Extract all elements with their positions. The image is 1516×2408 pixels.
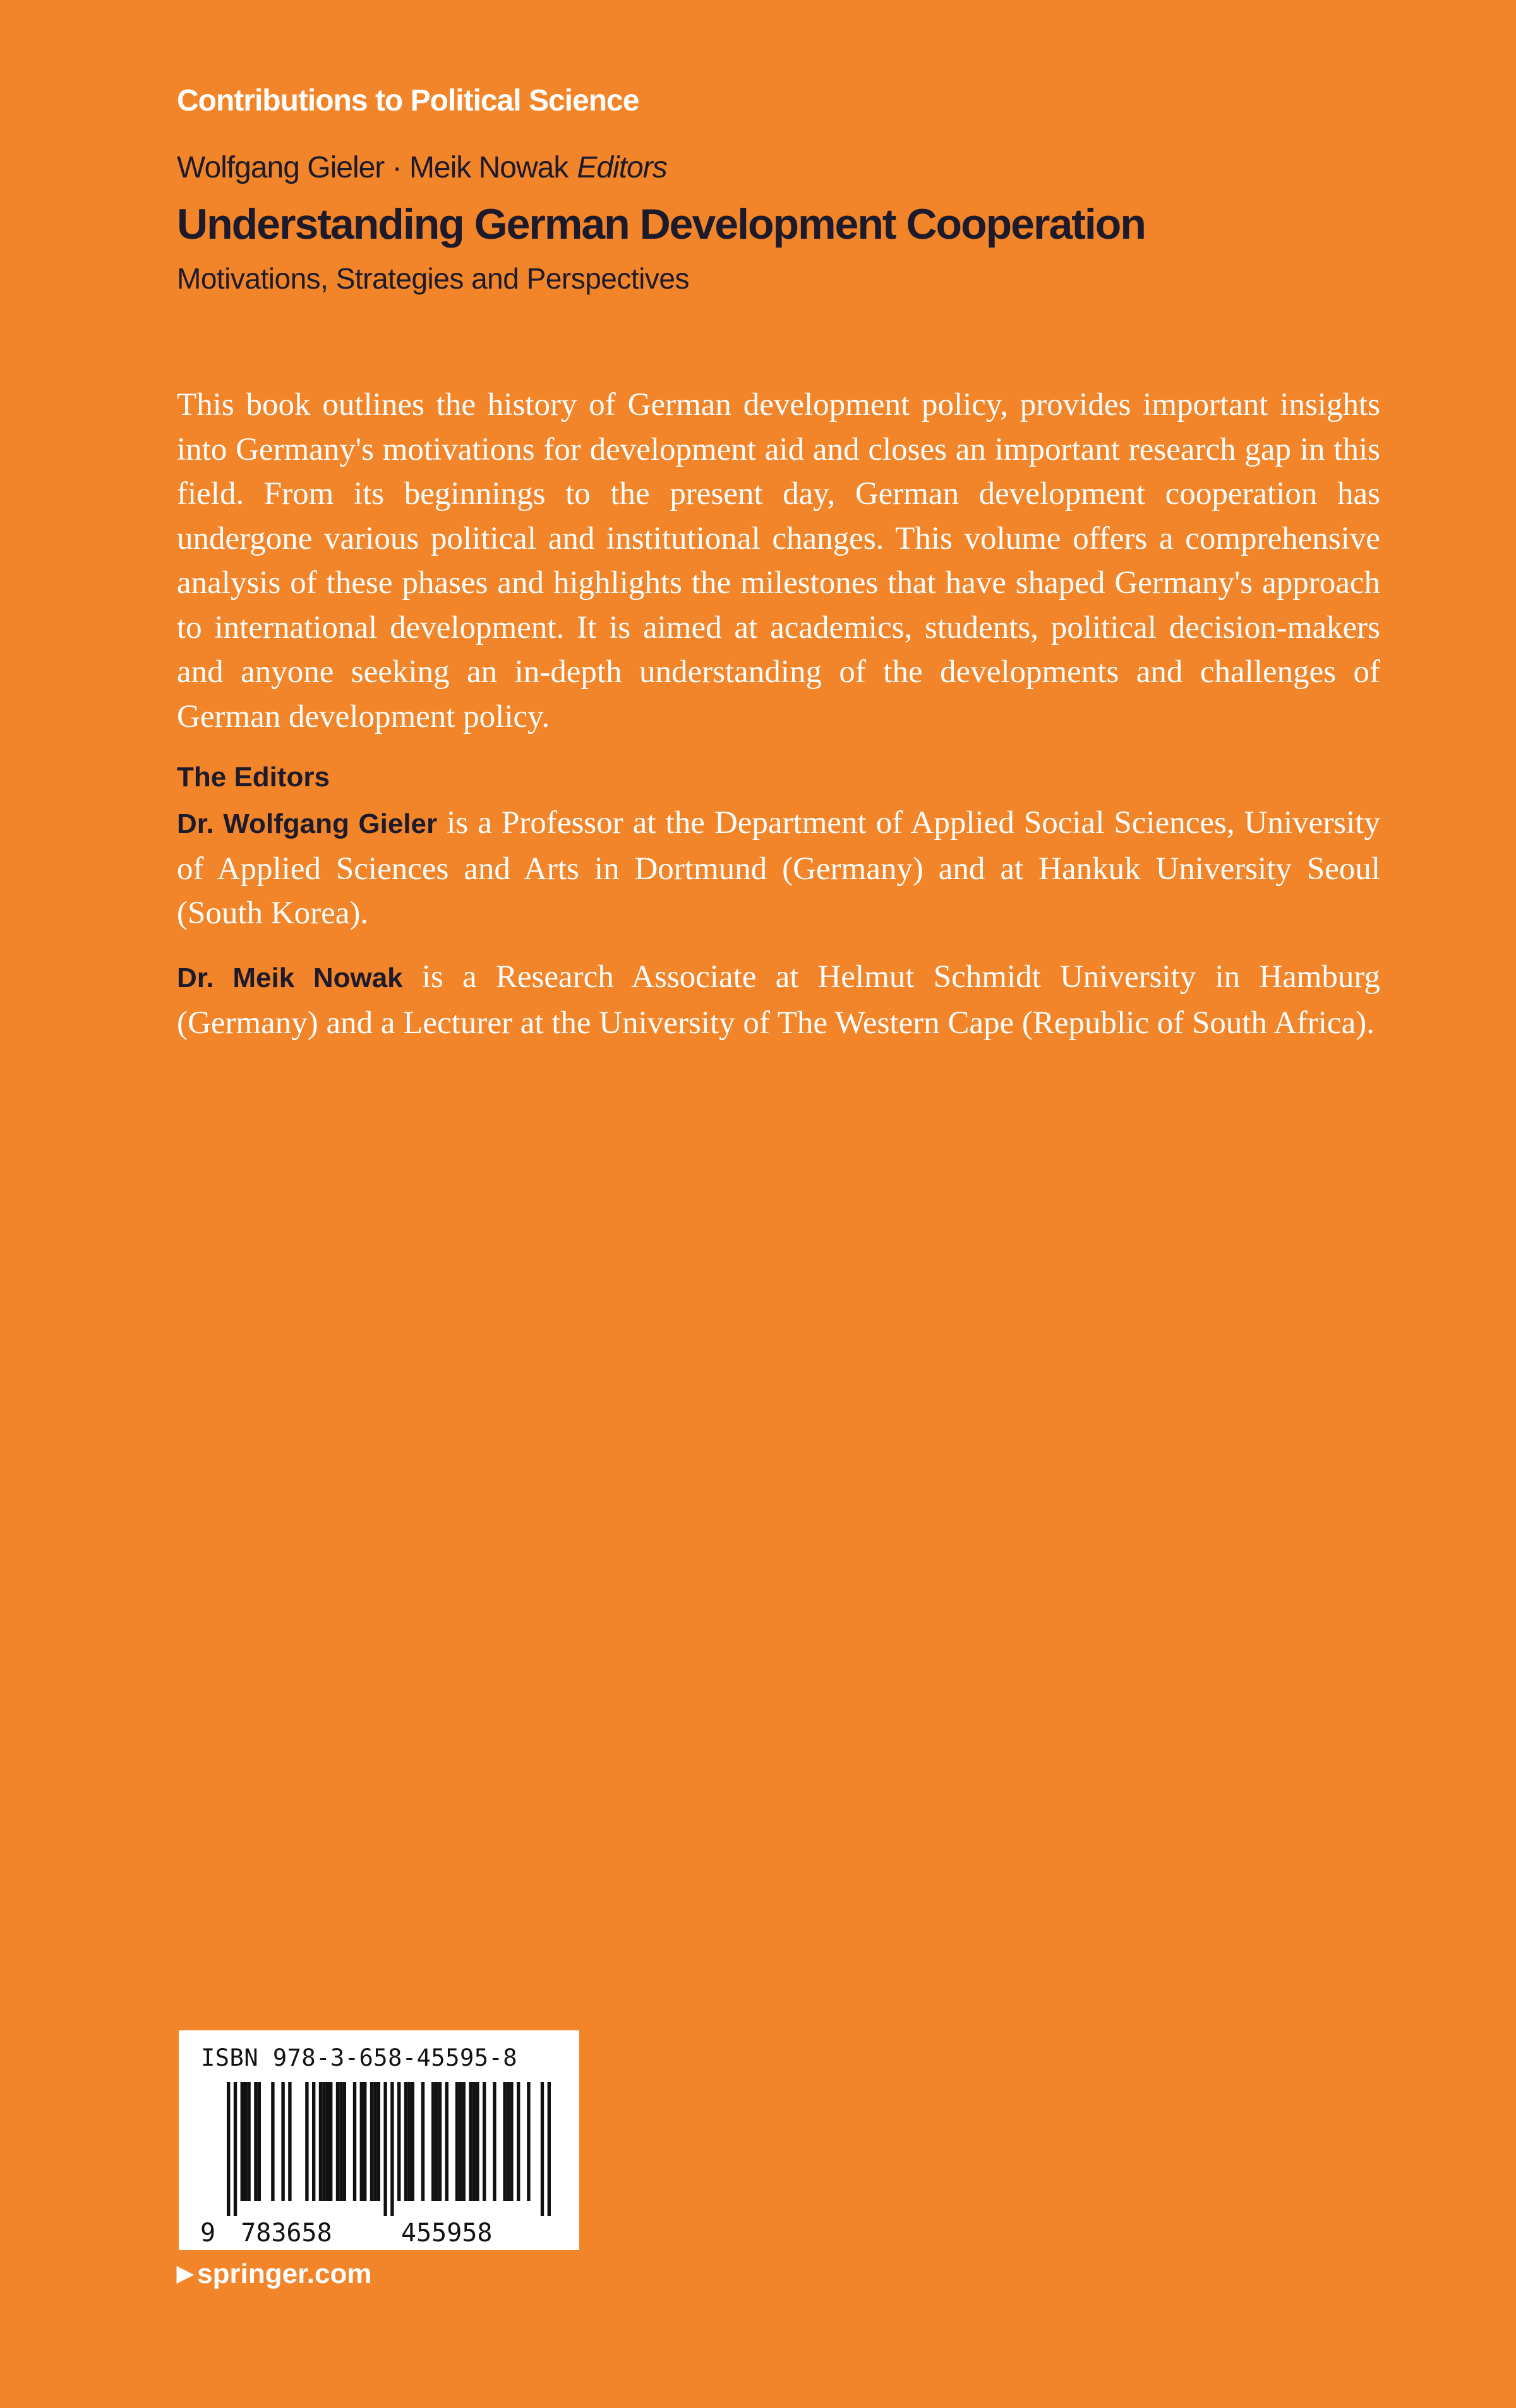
editors-heading: The Editors <box>177 762 330 793</box>
barcode-bar <box>472 2082 476 2201</box>
barcode-bar <box>476 2082 479 2201</box>
barcode-bar <box>407 2082 411 2201</box>
barcode-bar <box>431 2082 435 2201</box>
barcode-bar <box>527 2082 530 2201</box>
barcode-digits: 783658 <box>241 2219 332 2246</box>
barcode-bar <box>326 2082 329 2201</box>
barcode-bar <box>258 2082 261 2201</box>
barcode-bar <box>377 2082 380 2201</box>
editors-line <box>177 150 667 185</box>
barcode-bar <box>244 2082 247 2201</box>
barcode-bar <box>421 2082 424 2201</box>
barcode-bar <box>383 2082 387 2216</box>
barcode-bar <box>319 2082 322 2201</box>
barcode-bar <box>343 2082 346 2201</box>
editor-bio-gieler <box>177 801 1380 936</box>
barcode-bar <box>438 2082 442 2201</box>
barcode-bar <box>370 2082 373 2201</box>
barcode-bar <box>397 2082 400 2201</box>
editor-name-gieler: Dr. Wolfgang Gieler <box>177 808 438 839</box>
barcode-bar <box>548 2082 551 2216</box>
barcode-bar <box>510 2082 513 2201</box>
barcode-bar <box>411 2082 414 2201</box>
barcode-bar <box>503 2082 506 2201</box>
series-name: Contributions to Political Science <box>177 84 639 117</box>
barcode-bar <box>329 2082 332 2201</box>
barcode-bar <box>462 2082 466 2201</box>
isbn-barcode-box <box>179 2030 579 2250</box>
publisher-link-text: springer.com <box>197 2258 372 2289</box>
barcode-bar <box>339 2082 342 2201</box>
barcode-bar <box>322 2082 325 2201</box>
editor-bio-text-gieler: is a Professor at the Department of Applied Social Sciences, University of Applied Sciences and Arts in Dortmund (Germany) and at Hankuk University Seoul (South Korea). <box>177 805 1380 931</box>
barcode-digits: 9 <box>200 2219 216 2246</box>
barcode-bar <box>459 2082 462 2201</box>
barcode-bar <box>373 2082 376 2201</box>
editors-role: Editors <box>577 151 667 184</box>
barcode-bar <box>507 2082 510 2201</box>
isbn-label: ISBN 978-3-658-45595-8 <box>201 2044 518 2071</box>
play-triangle-icon: ▶ <box>177 2261 194 2285</box>
barcode-bar <box>353 2082 356 2201</box>
barcode-bar <box>483 2082 486 2201</box>
barcode-bar <box>469 2082 472 2201</box>
barcode-bar <box>227 2082 230 2216</box>
barcode-bar <box>241 2082 244 2201</box>
publisher-link[interactable] <box>177 2258 371 2290</box>
book-title: Understanding German Development Cooperation <box>177 200 1145 248</box>
editor-names: Wolfgang Gieler · Meik Nowak <box>177 151 568 184</box>
barcode-bar <box>312 2082 315 2201</box>
barcode-bar <box>247 2082 250 2201</box>
barcode-bar <box>363 2082 366 2201</box>
barcode-bar <box>435 2082 438 2201</box>
barcode-bar <box>271 2082 274 2201</box>
editor-name-nowak: Dr. Meik Nowak <box>177 962 403 993</box>
barcode-bar <box>493 2082 496 2201</box>
barcode-bar <box>281 2082 284 2201</box>
barcode-bar <box>390 2082 394 2216</box>
barcode-digits: 455958 <box>401 2219 493 2246</box>
barcode-icon <box>191 2082 567 2246</box>
barcode-bar <box>455 2082 459 2201</box>
book-blurb: This book outlines the history of German development policy, provides important insights into Germany's motivations for development aid and closes an important research gap in this field. From its beginnings to the present day, German development cooperation has undergone various political and institutional changes. This volume offers a comprehensive analysis of these phases and highlights the milestones that have shaped Germany's approach to international development. It is aimed at academics, students, political decision-makers and anyone seeking an in-depth understanding of the developments and challenges of German development policy. <box>177 387 1380 734</box>
barcode-bar <box>404 2082 407 2201</box>
barcode-bar <box>541 2082 544 2216</box>
barcode-bar <box>336 2082 339 2201</box>
barcode-bar <box>288 2082 291 2201</box>
editor-bio-text-nowak: is a Research Associate at Helmut Schmidt University in Hamburg (Germany) and a Lecturer at the University of The Western Cape (Republic of South Africa). <box>177 959 1380 1041</box>
barcode-bar <box>305 2082 308 2201</box>
barcode-bar <box>234 2082 237 2216</box>
barcode-bar <box>517 2082 520 2201</box>
book-subtitle: Motivations, Strategies and Perspectives <box>177 262 689 295</box>
barcode-bar <box>360 2082 363 2201</box>
editor-bio-nowak <box>177 955 1380 1045</box>
barcode-bar <box>254 2082 257 2201</box>
barcode-bar <box>445 2082 448 2201</box>
